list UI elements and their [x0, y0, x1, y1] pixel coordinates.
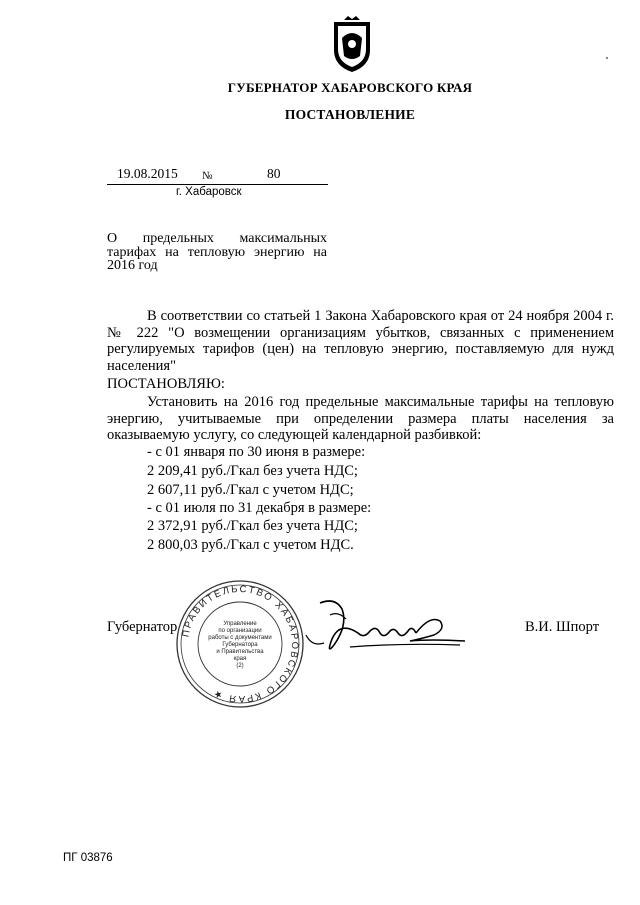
signer-name: В.И. Шпорт	[525, 619, 600, 635]
handwritten-signature	[290, 595, 480, 665]
coat-of-arms-emblem	[330, 16, 374, 74]
tariff-line: 2 209,41 руб./Гкал без учета НДС;	[147, 463, 358, 479]
tariff-line: - с 01 июля по 31 декабря в размере:	[147, 500, 372, 516]
decree-subject: О предельных максимальных тарифах на тепловую энергию на 2016 год	[107, 231, 327, 273]
official-stamp	[174, 578, 306, 710]
tariff-line: - с 01 января по 30 июня в размере:	[147, 444, 366, 460]
decree-date: 19.08.2015	[117, 166, 178, 181]
svg-text:по организации: по организации	[218, 628, 262, 634]
scan-dot	[606, 57, 608, 59]
svg-text:работы с документами: работы с документами	[208, 635, 272, 641]
resolve-heading: ПОСТАНОВЛЯЮ:	[107, 376, 225, 392]
number-sign: №	[202, 170, 213, 182]
svg-text:ПРАВИТЕЛЬСТВО ХАБАРОВСКОГО КРА: ПРАВИТЕЛЬСТВО ХАБАРОВСКОГО КРАЯ ★	[180, 583, 301, 705]
decree-number: 80	[267, 166, 281, 181]
signer-role: Губернатор	[107, 619, 178, 635]
city: г. Хабаровск	[176, 186, 242, 198]
svg-text:(2): (2)	[236, 663, 244, 669]
main-paragraph: Установить на 2016 год предельные максимальные тарифы на тепловую энергию, учитываемые при определении размера платы населения за оказываемую услугу, со следующей календарной разбивкой:	[107, 394, 614, 443]
preamble-paragraph: В соответствии со статьей 1 Закона Хабаровского края от 24 ноября 2004 г. № 222 "О возмещении организациям убытков, связанных с применением регулируемых тарифов (цен) на тепловую энергию, поставляемую для нужд населения"	[107, 308, 614, 374]
document-code: ПГ 03876	[63, 852, 113, 864]
svg-text:и Правительства: и Правительства	[216, 649, 264, 655]
svg-text:Губернатора: Губернатора	[222, 642, 258, 648]
tariff-line: 2 607,11 руб./Гкал с учетом НДС;	[147, 482, 354, 498]
svg-text:Управление: Управление	[223, 621, 257, 627]
svg-text:края: края	[233, 656, 247, 662]
tariff-line: 2 372,91 руб./Гкал без учета НДС;	[147, 518, 358, 534]
tariff-line: 2 800,03 руб./Гкал с учетом НДС.	[147, 537, 354, 553]
governor-title: ГУБЕРНАТОР ХАБАРОВСКОГО КРАЯ	[227, 80, 473, 95]
decree-title: ПОСТАНОВЛЕНИЕ	[284, 107, 416, 122]
